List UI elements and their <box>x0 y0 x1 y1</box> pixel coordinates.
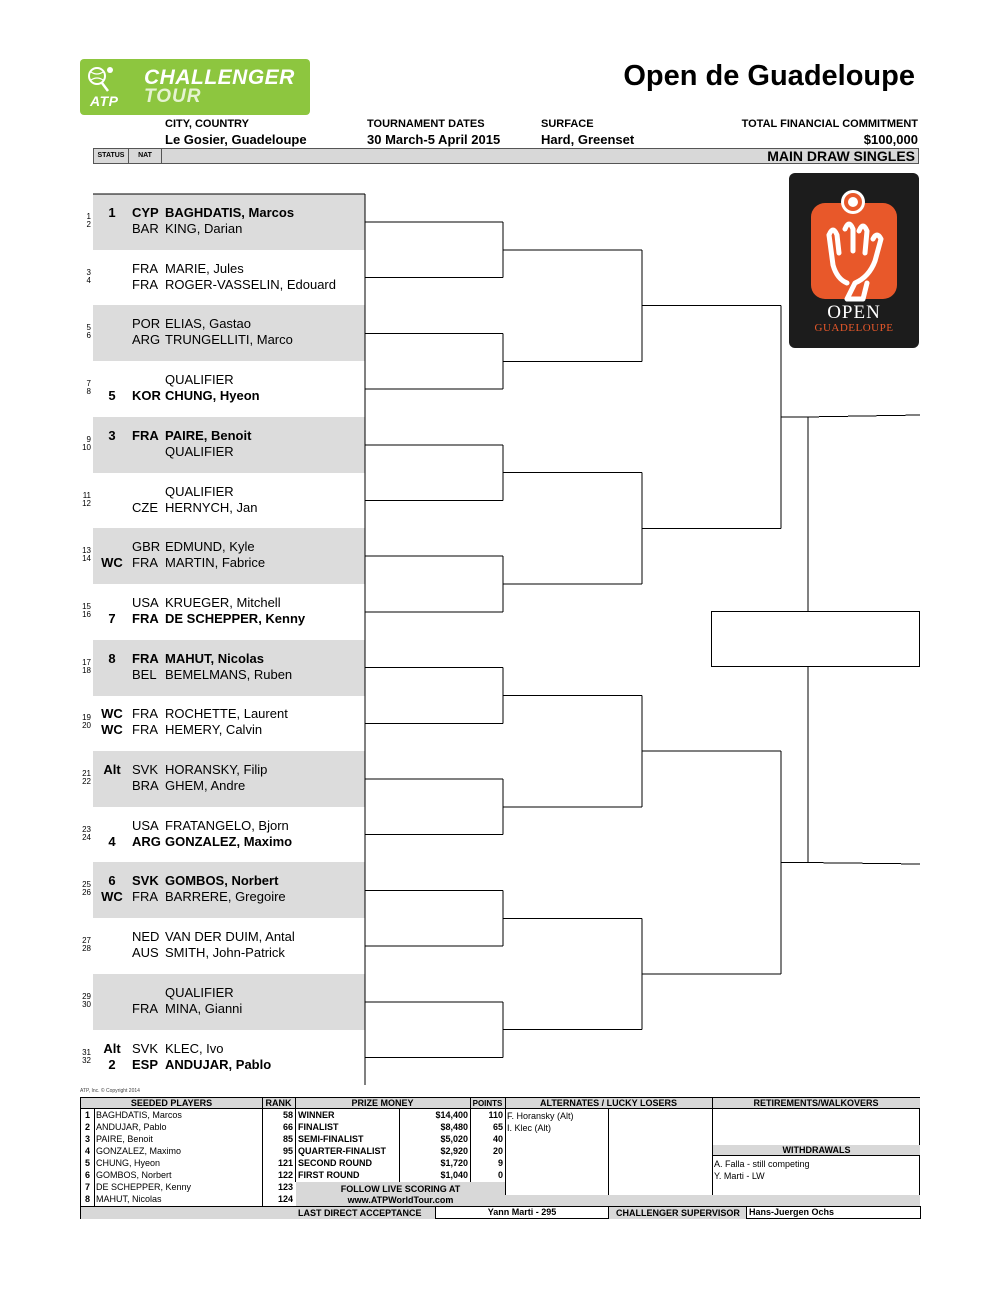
withdrawals-header: WITHDRAWALS <box>713 1145 920 1156</box>
player-name[interactable]: ROCHETTE, Laurent <box>165 706 288 722</box>
nationality: CYP <box>132 205 159 220</box>
seeded-player-rank: 123 <box>277 1182 293 1192</box>
seed-status: WC <box>101 555 123 571</box>
nationality: USA <box>132 594 159 610</box>
draw-position: 21 <box>82 769 91 778</box>
draw-position: 19 <box>82 713 91 723</box>
seeded-header: SEEDED PLAYERS <box>81 1098 262 1109</box>
commitment-label: TOTAL FINANCIAL COMMITMENT <box>741 118 918 130</box>
nationality: FRA <box>132 276 158 292</box>
nationality: POR <box>132 316 161 332</box>
draw-position: 17 <box>82 657 91 667</box>
draw-position: 9 <box>86 434 91 444</box>
nationality: FRA <box>132 1000 158 1016</box>
seeded-player-name: PAIRE, Benoit <box>96 1134 153 1144</box>
nationality: KOR <box>132 388 161 404</box>
seed-status: 1 <box>108 205 116 220</box>
city-value: Le Gosier, Guadeloupe <box>165 132 307 147</box>
draw-position: 12 <box>82 498 91 508</box>
points-header: POINTS <box>470 1098 505 1109</box>
seeded-player-name: MAHUT, Nicolas <box>96 1194 162 1204</box>
seeded-player-rank: 85 <box>282 1134 293 1144</box>
seed-status: 3 <box>108 427 116 443</box>
nationality: ARG <box>132 332 161 348</box>
last-direct-acceptance-value: Yann Marti - 295 <box>435 1206 609 1219</box>
draw-position: 22 <box>82 777 91 786</box>
nationality: SVK <box>132 762 159 777</box>
prize-points: 65 <box>492 1122 503 1132</box>
nationality: ESP <box>132 1056 159 1072</box>
draw-position: 5 <box>86 323 91 333</box>
player-name[interactable]: BEMELMANS, Ruben <box>165 666 293 682</box>
nationality: FRA <box>132 427 159 443</box>
surface-value: Hard, Greenset <box>541 132 635 147</box>
draw-position: 29 <box>82 991 91 1001</box>
withdrawal-entry: A. Falla - still competing <box>714 1159 810 1169</box>
commitment-value: $100,000 <box>863 132 918 147</box>
seed-number: 1 <box>84 1110 90 1120</box>
player-name[interactable]: HERNYCH, Jan <box>165 499 258 515</box>
draw-position: 23 <box>82 824 91 834</box>
draw-position: 4 <box>86 275 91 285</box>
draw-position: 27 <box>82 936 91 946</box>
alternates-header: ALTERNATES / LUCKY LOSERS <box>505 1098 712 1109</box>
draw-position: 30 <box>82 999 91 1009</box>
seed-status: WC <box>101 889 123 905</box>
draw-position: 13 <box>82 546 91 556</box>
nationality: FRA <box>132 706 158 722</box>
supervisor-value: Hans-Juergen Ochs <box>746 1206 921 1219</box>
prize-round: QUARTER-FINALIST <box>298 1146 386 1156</box>
player-name[interactable]: KLEC, Ivo <box>165 1040 224 1056</box>
prize-points: 0 <box>497 1170 503 1180</box>
draw-position: 10 <box>82 442 91 452</box>
nationality: FRA <box>132 260 158 276</box>
player-name[interactable]: ROGER-VASSELIN, Edouard <box>165 276 336 292</box>
city-label: CITY, COUNTRY <box>165 118 249 130</box>
nationality: AUS <box>132 945 159 961</box>
seed-number: 4 <box>84 1146 90 1156</box>
draw-position: 7 <box>86 379 91 389</box>
emblem-open-text: OPEN <box>827 302 881 323</box>
seed-number: 7 <box>84 1182 90 1192</box>
draw-position: 32 <box>82 1055 91 1065</box>
player-name[interactable]: TRUNGELLITI, Marco <box>165 332 293 348</box>
player-name[interactable]: PAIRE, Benoit <box>165 427 252 443</box>
champion-box <box>711 611 920 667</box>
supervisor-label: CHALLENGER SUPERVISOR <box>616 1208 740 1218</box>
emblem-guadeloupe-text: GUADELOUPE <box>814 322 894 334</box>
copyright: ATP, Inc. © Copyright 2014 <box>80 1088 140 1094</box>
nationality: BAR <box>132 221 159 236</box>
bracket-line <box>808 863 920 864</box>
nationality: USA <box>132 817 159 833</box>
seed-status: 7 <box>108 610 116 626</box>
seed-number: 2 <box>84 1122 90 1132</box>
prize-money: $2,920 <box>440 1146 468 1156</box>
nationality: GBR <box>132 539 161 555</box>
nationality: SVK <box>132 1040 159 1056</box>
seed-number: 3 <box>84 1134 90 1144</box>
player-name[interactable]: GOMBOS, Norbert <box>165 873 279 889</box>
info-table <box>80 1097 920 1219</box>
seed-status: 2 <box>108 1056 116 1072</box>
seed-number: 8 <box>84 1194 90 1204</box>
prize-round: FINALIST <box>298 1122 339 1132</box>
draw-position: 28 <box>82 944 91 954</box>
prize-round: SECOND ROUND <box>298 1158 373 1168</box>
draw-position: 25 <box>82 880 91 890</box>
seed-status: Alt <box>103 762 121 777</box>
seeded-player-rank: 58 <box>282 1110 293 1120</box>
player-name[interactable]: HEMERY, Calvin <box>165 722 263 738</box>
player-name[interactable]: MINA, Gianni <box>165 1000 243 1016</box>
logo-line-2: TOUR <box>144 86 202 107</box>
prize-money: $14,400 <box>435 1110 468 1120</box>
open-guadeloupe-logo <box>789 173 919 348</box>
draw-position: 6 <box>86 331 91 341</box>
player-name[interactable]: QUALIFIER <box>165 984 234 1000</box>
player-name[interactable]: QUALIFIER <box>165 443 234 459</box>
prize-points: 40 <box>492 1134 503 1144</box>
seed-status: 4 <box>108 833 116 849</box>
prize-round: WINNER <box>298 1110 335 1120</box>
player-name[interactable]: EDMUND, Kyle <box>165 539 255 555</box>
seed-status: 6 <box>108 873 116 889</box>
nationality: NED <box>132 929 160 945</box>
draw-position: 31 <box>82 1047 91 1057</box>
atp-website-link[interactable]: www.ATPWorldTour.com <box>347 1195 454 1205</box>
dates-value: 30 March-5 April 2015 <box>367 132 501 147</box>
bracket-line <box>808 415 920 417</box>
last-direct-acceptance-label: LAST DIRECT ACCEPTANCE <box>298 1208 422 1218</box>
logo-line-1: CHALLENGER <box>144 66 295 89</box>
retirements-header: RETIREMENTS/WALKOVERS <box>712 1098 920 1109</box>
tournament-title: Open de Guadeloupe <box>623 60 915 92</box>
draw-position: 20 <box>82 721 91 731</box>
player-name[interactable]: CHUNG, Hyeon <box>165 388 260 404</box>
player-name[interactable]: VAN DER DUIM, Antal <box>165 929 295 945</box>
seeded-player-rank: 95 <box>282 1146 293 1156</box>
player-name[interactable]: QUALIFIER <box>165 483 234 499</box>
rank-header: RANK <box>262 1098 295 1109</box>
status-column-header: STATUS <box>94 149 129 163</box>
draw-position: 24 <box>82 832 91 842</box>
seed-status: WC <box>101 722 123 738</box>
prize-round: SEMI-FINALIST <box>298 1134 364 1144</box>
dates-label: TOURNAMENT DATES <box>367 118 485 130</box>
player-name[interactable]: BARRERE, Gregoire <box>165 889 286 905</box>
seeded-player-name: DE SCHEPPER, Kenny <box>96 1182 192 1192</box>
prize-points: 20 <box>492 1146 503 1156</box>
player-name[interactable]: MARIE, Jules <box>165 260 244 276</box>
seed-status: WC <box>101 706 123 722</box>
player-name[interactable]: KING, Darian <box>165 221 243 236</box>
hand-ball-icon <box>789 173 919 303</box>
prize-round: FIRST ROUND <box>298 1170 360 1180</box>
draw-position: 11 <box>82 490 91 500</box>
player-name[interactable]: MARTIN, Fabrice <box>165 555 266 571</box>
player-name[interactable]: MAHUT, Nicolas <box>165 650 264 666</box>
surface-label: SURFACE <box>541 118 594 130</box>
player-name[interactable]: FRATANGELO, Bjorn <box>165 817 289 833</box>
seeded-player-name: ANDUJAR, Pablo <box>96 1122 167 1132</box>
seed-number: 6 <box>84 1170 90 1180</box>
atp-text: ATP <box>90 93 119 109</box>
seeded-player-rank: 121 <box>277 1158 293 1168</box>
seeded-player-rank: 122 <box>277 1170 293 1180</box>
withdrawal-entry: Y. Marti - LW <box>714 1171 765 1181</box>
prize-money: $1,720 <box>440 1158 468 1168</box>
player-name[interactable]: ANDUJAR, Pablo <box>165 1056 272 1072</box>
nationality: FRA <box>132 650 159 666</box>
player-name[interactable]: ELIAS, Gastao <box>165 316 251 332</box>
seed-status: 5 <box>108 388 116 404</box>
prize-money: $8,480 <box>440 1122 468 1132</box>
player-name[interactable]: GONZALEZ, Maximo <box>165 833 293 849</box>
prize-money: $1,040 <box>440 1170 468 1180</box>
player-name[interactable]: BAGHDATIS, Marcos <box>165 205 295 220</box>
nationality: FRA <box>132 555 158 571</box>
prize-money: $5,020 <box>440 1134 468 1144</box>
seeded-player-name: GOMBOS, Norbert <box>96 1170 172 1180</box>
prize-header: PRIZE MONEY <box>295 1098 470 1109</box>
main-draw-label: MAIN DRAW SINGLES <box>767 148 915 164</box>
draw-position: 16 <box>82 609 91 619</box>
draw-position: 8 <box>86 387 91 397</box>
nationality: CZE <box>132 499 158 515</box>
nationality: FRA <box>132 889 158 905</box>
player-name[interactable]: KRUEGER, Mitchell <box>165 594 281 610</box>
seeded-player-rank: 66 <box>282 1122 293 1132</box>
seeded-player-name: GONZALEZ, Maximo <box>96 1146 182 1156</box>
seeded-player-name: BAGHDATIS, Marcos <box>96 1110 182 1120</box>
seeded-player-rank: 124 <box>277 1194 293 1204</box>
draw-position: 2 <box>86 220 91 229</box>
draw-position: 14 <box>82 554 91 564</box>
seed-status: Alt <box>103 1040 121 1056</box>
draw-position: 3 <box>86 267 91 277</box>
nationality: ARG <box>132 833 161 849</box>
player-name[interactable]: DE SCHEPPER, Kenny <box>165 610 306 626</box>
nationality: FRA <box>132 610 159 626</box>
player-name[interactable]: HORANSKY, Filip <box>165 762 268 777</box>
player-name[interactable]: GHEM, Andre <box>165 778 246 793</box>
player-name[interactable]: QUALIFIER <box>165 372 234 388</box>
player-name[interactable]: SMITH, John-Patrick <box>165 945 285 961</box>
draw-position: 1 <box>86 212 91 221</box>
draw-position: 18 <box>82 665 91 675</box>
nationality: SVK <box>132 873 159 889</box>
alternate-entry: F. Horansky (Alt) <box>507 1111 574 1121</box>
seed-number: 5 <box>84 1158 90 1168</box>
follow-live-label: FOLLOW LIVE SCORING AT <box>340 1184 461 1194</box>
nationality: FRA <box>132 722 158 738</box>
draw-position: 15 <box>82 601 91 611</box>
nationality: BEL <box>132 666 157 682</box>
prize-points: 110 <box>488 1110 503 1120</box>
seeded-player-name: CHUNG, Hyeon <box>96 1158 161 1168</box>
prize-points: 9 <box>497 1158 503 1168</box>
alternate-entry: I. Klec (Alt) <box>507 1123 552 1133</box>
draw-position: 26 <box>82 888 91 898</box>
nat-column-header: NAT <box>129 149 162 163</box>
seed-status: 8 <box>108 650 116 666</box>
nationality: BRA <box>132 778 159 793</box>
